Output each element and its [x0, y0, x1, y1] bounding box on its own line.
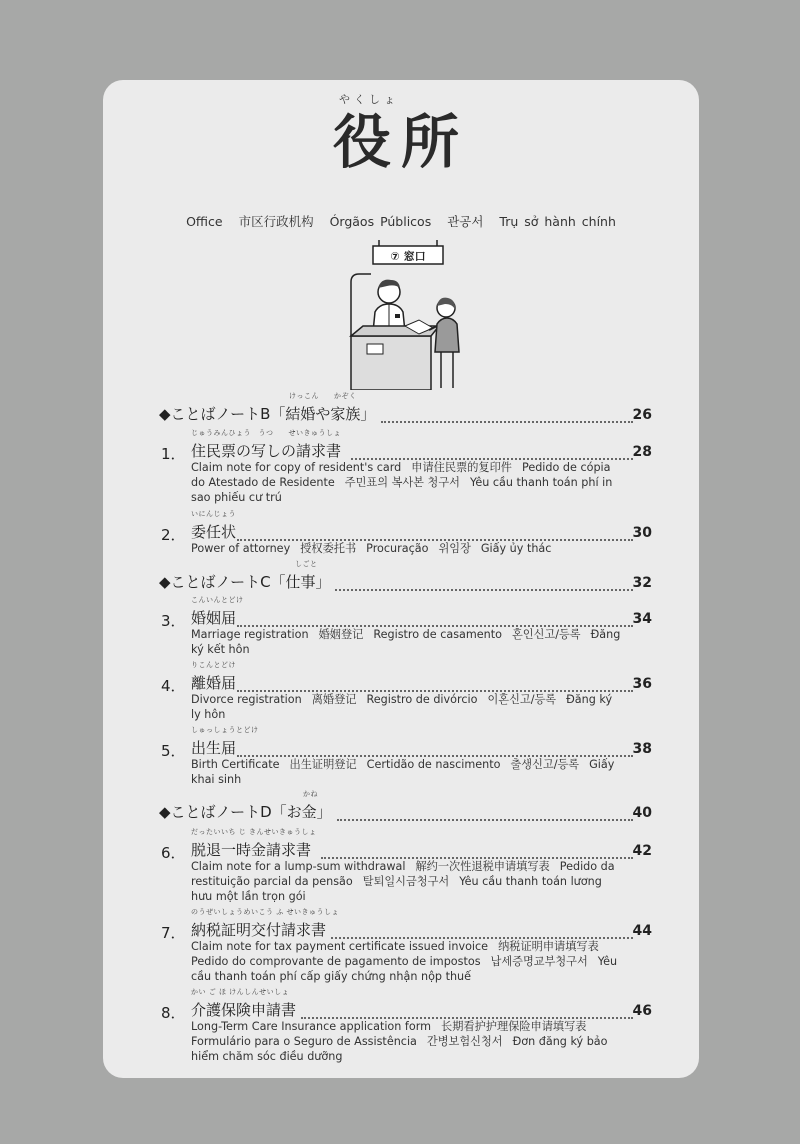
counter-illustration [349, 240, 467, 390]
toc-ruby: かい ご ほ けんしんせいしょ [191, 988, 290, 996]
toc-number: 8． [161, 1004, 186, 1022]
toc-ruby: だったいいち じ きんせいきゅうしょ [191, 828, 317, 836]
translation-zh: 授权委托书 [300, 542, 357, 555]
translation-en: Marriage registration [191, 628, 309, 641]
leader-dots [331, 931, 633, 939]
translation-zh: 离婚登记 [311, 693, 357, 706]
toc-translations [191, 692, 621, 722]
translation-pt: Pedido de cópia do Atestado de Residente [191, 461, 611, 489]
translation-pt: Certidão de nascimento [366, 758, 501, 771]
svg-text:⑦ 窓口 [390, 249, 425, 263]
toc-ruby: かね [303, 790, 318, 798]
title-block [103, 93, 699, 176]
translation-ko: 간병보험신청서 [426, 1035, 503, 1048]
translation-ko: 위임장 [438, 542, 471, 555]
toc-translations [191, 460, 621, 505]
translation-zh: 申请住民票的复印件 [411, 461, 512, 474]
translation-vi: Yêu cầu thanh toán phí cấp giấy chứng nhận nộp thuế [191, 955, 618, 983]
leader-dots [237, 749, 633, 757]
toc-ruby: りこんとどけ [191, 661, 236, 669]
toc-page-number: 34 [632, 611, 652, 627]
toc-page-number: 46 [632, 1003, 652, 1019]
translation-en: Claim note for copy of resident's card [191, 461, 402, 474]
toc-number: 2． [161, 526, 186, 544]
lang-chinese: 市区行政机构 [238, 214, 314, 229]
sign-label: 窓口 [403, 250, 426, 263]
counter-illustration-svg [349, 240, 467, 390]
translation-vi: Giấy khai sinh [191, 758, 615, 786]
toc-page-number: 42 [632, 843, 652, 859]
toc-page-number: 40 [632, 805, 652, 821]
toc-number: 3． [161, 612, 186, 630]
toc-page-number: 38 [632, 741, 652, 757]
toc-ruby: けっこん かぞく [289, 392, 357, 400]
translation-en: Power of attorney [191, 542, 291, 555]
translation-ko: 납세증명교부청구서 [490, 955, 588, 968]
toc-page-number: 30 [632, 525, 652, 541]
toc-heading: 離婚届 [191, 674, 237, 692]
translation-zh: 纳税证明申请填写表 [498, 940, 599, 953]
translation-vi: Giấy ủy thác [480, 542, 552, 555]
language-labels [103, 212, 699, 230]
toc-heading: 住民票の写しの請求書 [191, 442, 342, 460]
translation-vi: Đăng ký ly hôn [191, 693, 613, 721]
leader-dots [237, 619, 633, 627]
toc-heading: ◆ことばノートC「仕事」 [159, 573, 331, 591]
lang-korean: 관공서 [447, 214, 484, 229]
toc-number: 5． [161, 742, 186, 760]
sign-number: ⑦ [390, 250, 400, 263]
translation-zh: 出生证明登记 [289, 758, 357, 771]
translation-ko: 출생신고/등록 [510, 758, 580, 771]
translation-pt: Pedido da restituição parcial da pensão [191, 860, 615, 888]
translation-zh: 长期看护护理保险申请填写表 [441, 1020, 587, 1033]
leader-dots [351, 452, 633, 460]
lang-portuguese: Órgãos Públicos [329, 214, 432, 229]
translation-pt: Registro de casamento [373, 628, 502, 641]
toc-number: 6． [161, 844, 186, 862]
leader-dots [301, 1011, 633, 1019]
toc-heading: 出生届 [191, 739, 237, 757]
toc-heading: ◆ことばノートB「結婚や家族」 [159, 405, 376, 423]
toc-ruby: のうぜいしょうめいこう ふ せいきゅうしょ [191, 908, 339, 916]
toc-number: 1． [161, 445, 186, 463]
translation-zh: 解约一次性退税申请填写表 [415, 860, 550, 873]
translation-ko: 탈퇴일시금청구서 [362, 875, 450, 888]
translation-en: Divorce registration [191, 693, 302, 706]
translation-zh: 婚姻登记 [318, 628, 364, 641]
toc-heading: ◆ことばノートD「お金」 [159, 803, 332, 821]
translation-vi: Yêu cầu thanh toán lương hưu một lần trọn gói [191, 875, 602, 903]
toc-page-number: 44 [632, 923, 652, 939]
toc-page-number: 28 [632, 444, 652, 460]
toc-heading: 脱退一時金請求書 [191, 841, 312, 859]
translation-ko: 주민표의 복사본 청구서 [344, 476, 460, 489]
toc-heading: 婚姻届 [191, 609, 237, 627]
translation-pt: Registro de divórcio [366, 693, 478, 706]
toc-translations [191, 1019, 621, 1064]
translation-ko: 혼인신고/등록 [512, 628, 581, 641]
leader-dots [337, 813, 633, 821]
leader-dots [237, 533, 633, 541]
translation-en: Claim note for tax payment certificate issued invoice [191, 940, 489, 953]
toc-number: 7． [161, 924, 186, 942]
toc-heading: 介護保険申請書 [191, 1001, 297, 1019]
toc-page-number: 26 [632, 407, 652, 423]
translation-vi: Yêu cầu thanh toán phí in sao phiếu cư trú [191, 476, 613, 504]
translation-vi: Đơn đăng ký bảo hiểm chăm sóc điều dưỡng [191, 1035, 608, 1063]
page-title: 役所 [332, 108, 469, 176]
toc-translations [191, 939, 621, 984]
toc-number: 4． [161, 677, 186, 695]
leader-dots [321, 851, 633, 859]
toc-translations [191, 541, 621, 556]
toc-page-number: 36 [632, 676, 652, 692]
toc-translations [191, 859, 621, 904]
translation-pt: Formulário para o Seguro de Assistência [191, 1035, 417, 1048]
translation-vi: Đăng ký kết hôn [191, 628, 621, 656]
translation-pt: Procuração [366, 542, 429, 555]
toc-translations [191, 627, 621, 657]
translation-pt: Pedido do comprovante de pagamento de impostos [191, 955, 481, 968]
toc-ruby: しごと [295, 560, 318, 568]
toc-ruby: じゅうみんひょう うつ せいきゅうしょ [191, 429, 341, 437]
leader-dots [335, 583, 633, 591]
translation-en: Birth Certificate [191, 758, 280, 771]
toc-ruby: いにんじょう [191, 510, 236, 518]
toc-page-number: 32 [632, 575, 652, 591]
translation-ko: 이혼신고/등록 [487, 693, 557, 706]
translation-en: Claim note for a lump-sum withdrawal [191, 860, 406, 873]
lang-vietnamese: Trụ sở hành chính [499, 214, 616, 229]
toc-ruby: しゅっしょうとどけ [191, 726, 259, 734]
page-card [103, 80, 699, 1078]
toc-translations [191, 757, 621, 787]
translation-en: Long-Term Care Insurance application form [191, 1020, 432, 1033]
toc-heading: 納税証明交付請求書 [191, 921, 327, 939]
toc-heading: 委任状 [191, 523, 237, 541]
title-ruby: やくしょ [338, 93, 399, 106]
leader-dots [381, 415, 633, 423]
lang-english: Office [186, 214, 223, 229]
leader-dots [237, 684, 633, 692]
toc-ruby: こんいんとどけ [191, 596, 244, 604]
